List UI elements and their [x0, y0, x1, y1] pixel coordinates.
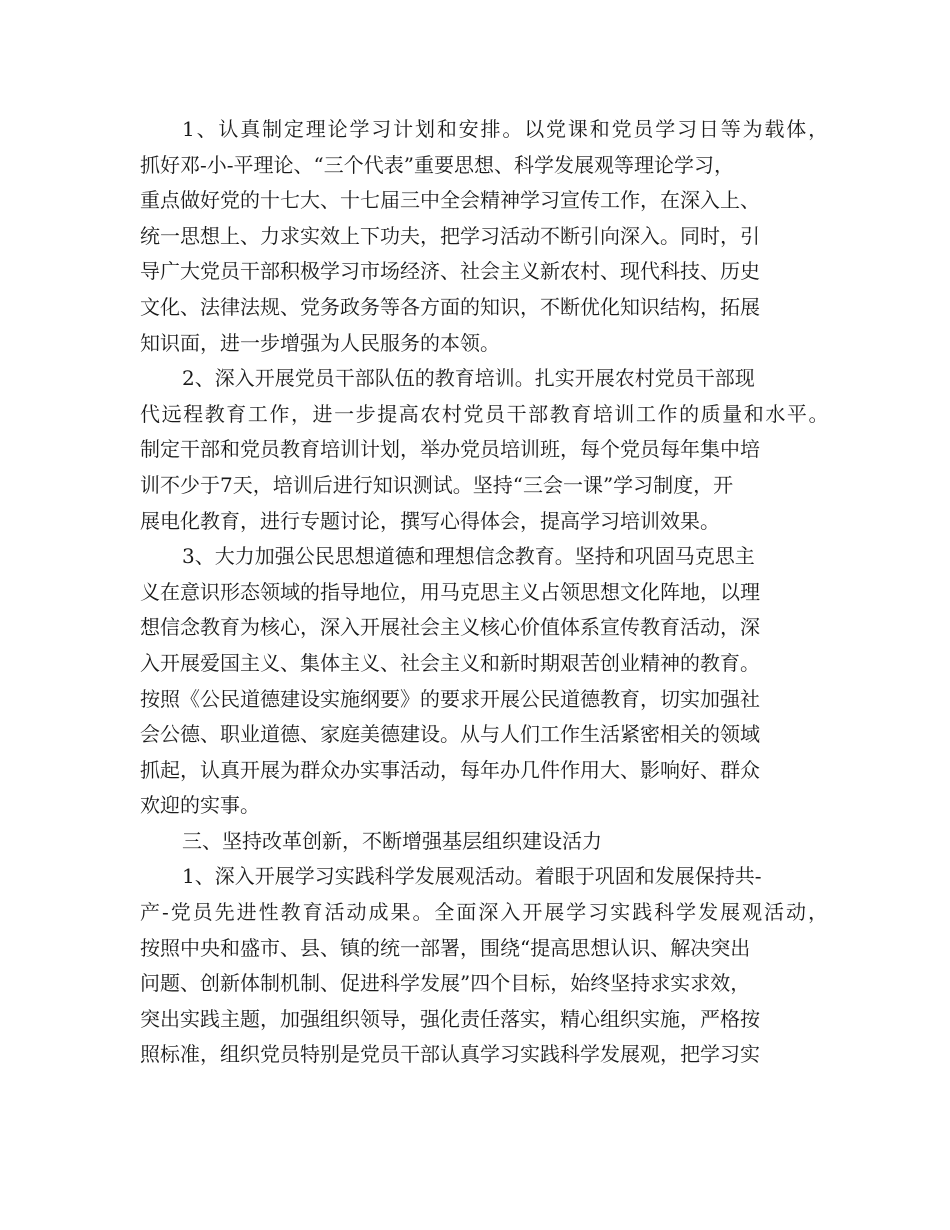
text-line: 义在意识形态领域的指导地位，用马克思主义占领思想文化阵地，以理 [140, 579, 760, 604]
text-line: 问题、创新体制机制、促进科学发展”四个目标，始终坚持求实求效， [140, 971, 751, 996]
text-line: 知识面，进一步增强为人民服务的本领。 [140, 330, 500, 355]
text-line: 抓好邓-小-平理论、“三个代表”重要思想、科学发展观等理论学习， [140, 152, 734, 177]
text-line: 照标准，组织党员特别是党员干部认真学习实践科学发展观，把学习实 [140, 1042, 760, 1067]
text-line: 训不少于7天，培训后进行知识测试。坚持“三会一课”学习制度，开 [140, 472, 734, 497]
text-line: 按照《公民道德建设实施纲要》的要求开展公民道德教育，切实加强社 [140, 686, 760, 711]
text-line: 展电化教育，进行专题讨论，撰写心得体会，提高学习培训效果。 [140, 508, 720, 533]
text-line: 想信念教育为核心，深入开展社会主义核心价值体系宣传教育活动，深 [140, 615, 760, 640]
text-line: 入开展爱国主义、集体主义、社会主义和新时期艰苦创业精神的教育。 [140, 650, 760, 675]
text-line: 抓起，认真开展为群众办实事活动，每年办几件作用大、影响好、群众 [140, 757, 760, 782]
text-line: 三、坚持改革创新，不断增强基层组织建设活力 [182, 828, 602, 853]
text-line: 2、深入开展党员干部队伍的教育培训。扎实开展农村党员干部现 [182, 366, 755, 391]
text-line: 3、大力加强公民思想道德和理想信念教育。坚持和巩固马克思主 [182, 544, 755, 569]
document-body [140, 112, 830, 1073]
text-line: 按照中央和盛市、县、镇的统一部署，围绕“提高思想认识、解决突出 [140, 935, 751, 960]
text-line: 1、深入开展学习实践科学发展观活动。着眼于巩固和发展保持共- [182, 864, 762, 889]
text-line: 重点做好党的十七大、十七届三中全会精神学习宣传工作，在深入上、 [140, 188, 760, 213]
text-line: 欢迎的实事。 [140, 793, 260, 818]
text-line: 统一思想上、力求实效上下功夫，把学习活动不断引向深入。同时，引 [140, 223, 760, 248]
text-line: 产-党员先进性教育活动成果。全面深入开展学习实践科学发展观活动， [140, 900, 830, 925]
text-line: 文化、法律法规、党务政务等各方面的知识，不断优化知识结构，拓展 [140, 294, 760, 319]
text-line: 会公德、职业道德、家庭美德建设。从与人们工作生活紧密相关的领域 [140, 722, 760, 747]
text-line: 导广大党员干部积极学习市场经济、社会主义新农村、现代科技、历史 [140, 259, 760, 284]
text-line: 制定干部和党员教育培训计划，举办党员培训班，每个党员每年集中培 [140, 437, 760, 462]
text-line: 突出实践主题，加强组织领导，强化责任落实，精心组织实施，严格按 [140, 1006, 760, 1031]
text-line: 1、认真制定理论学习计划和安排。以党课和党员学习日等为载体， [182, 117, 830, 141]
text-line: 代远程教育工作，进一步提高农村党员干部教育培训工作的质量和水平。 [140, 401, 831, 426]
